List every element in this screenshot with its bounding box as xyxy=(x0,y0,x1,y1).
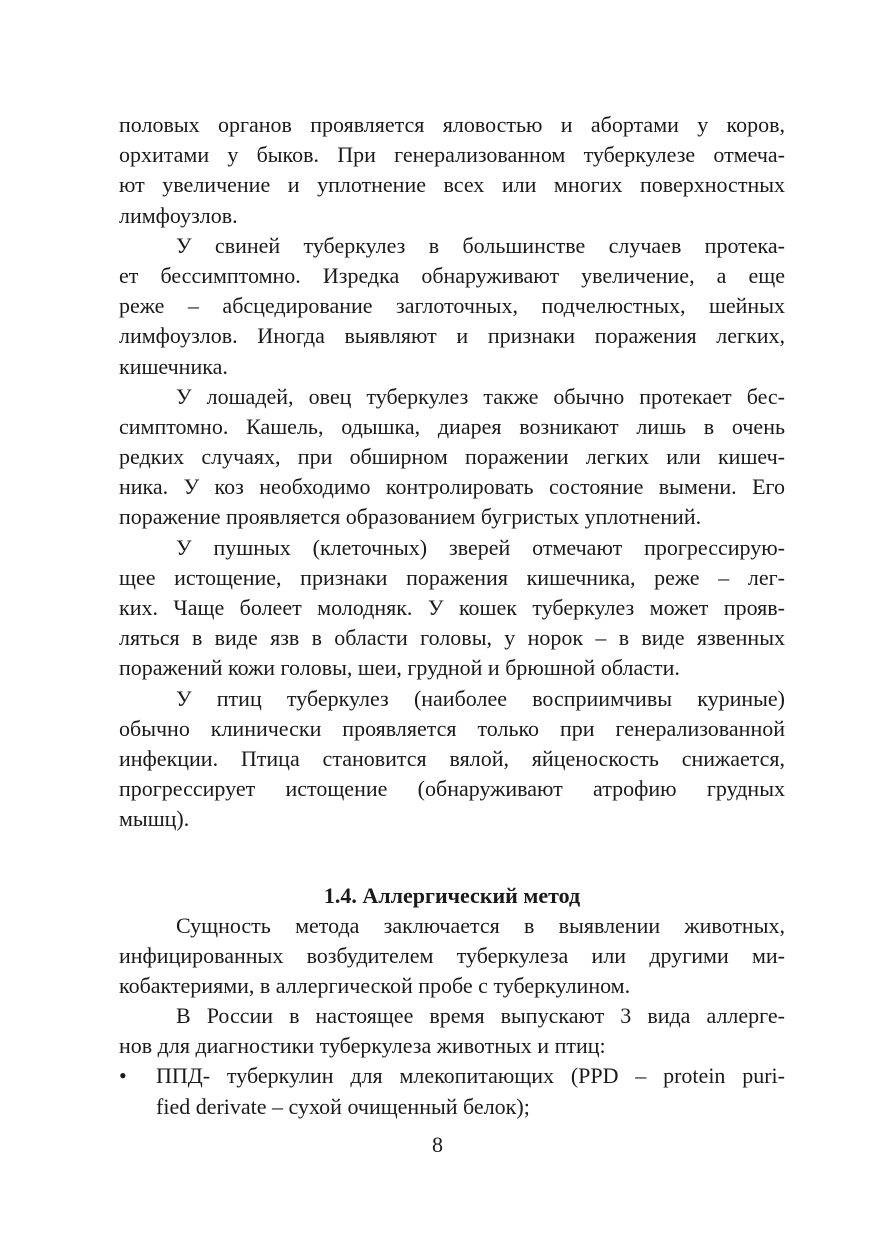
text-line: обычно клинически проявляется только при генерализованной xyxy=(119,715,785,741)
text-line: ника. У коз необходимо контролировать состояние вымени. Его xyxy=(119,474,785,500)
text-line: ких. Чаще болеет молодняк. У кошек туберкулез может прояв- xyxy=(119,595,785,620)
text-line: щее истощение, признаки поражения кишечника, реже – лег- xyxy=(119,564,785,590)
text-line: лимфоузлов. xyxy=(119,202,238,228)
text-line: инфицированных возбудителем туберкулеза или другими ми- xyxy=(119,942,785,968)
paragraph-4 xyxy=(119,533,785,684)
section-spacer xyxy=(119,835,785,881)
paragraph-1 xyxy=(119,110,785,231)
section-paragraph-2 xyxy=(119,1001,785,1061)
list-item xyxy=(119,1061,785,1121)
paragraph-3 xyxy=(119,382,785,533)
paragraph-5 xyxy=(119,684,785,835)
text-line: редких случаях, при обширном поражении легких или кишеч- xyxy=(119,444,785,470)
text-line: кобактериями, в аллергической пробе с туберкулином. xyxy=(119,972,631,998)
text-line: У лошадей, овец туберкулез также обычно протекает бес- xyxy=(176,383,785,409)
text-line: ляться в виде язв в области головы, у норок – в виде язвенных xyxy=(119,625,785,651)
text-line: мышц). xyxy=(119,806,190,832)
section-paragraph-1 xyxy=(119,911,785,1002)
page-body xyxy=(119,110,785,1122)
section-heading: 1.4. Аллергический метод xyxy=(323,882,581,908)
bullet-icon: • xyxy=(119,1063,127,1089)
text-line: ют увеличение и уплотнение всех или многих поверхностных xyxy=(119,172,785,198)
text-line: fied derivate – сухой очищенный белок); xyxy=(156,1093,530,1119)
text-line: ППД- туберкулин для млекопитающих (PPD – protein puri- xyxy=(156,1063,785,1089)
text-line: кишечника. xyxy=(119,353,228,379)
paragraph-2 xyxy=(119,231,785,382)
text-line: поражений кожи головы, шеи, грудной и брюшной области. xyxy=(119,655,680,681)
text-line: ет бессимптомно. Изредка обнаруживают увеличение, а еще xyxy=(119,262,785,288)
text-line: поражение проявляется образованием бугристых уплотнений. xyxy=(119,504,702,530)
text-line: инфекции. Птица становится вялой, яйценоскость снижается, xyxy=(119,745,785,771)
text-line: симптомно. Кашель, одышка, диарея возникают лишь в очень xyxy=(119,413,785,439)
text-line: прогрессирует истощение (обнаруживают атрофию грудных xyxy=(119,776,785,802)
text-line: У свиней туберкулез в большинстве случаев протека- xyxy=(176,232,785,258)
text-line: лимфоузлов. Иногда выявляют и признаки поражения легких, xyxy=(119,323,785,349)
text-line: реже – абсцедирование заглоточных, подчелюстных, шейных xyxy=(119,293,785,319)
text-line: половых органов проявляется яловостью и абортами у коров, xyxy=(119,112,785,137)
text-line: орхитами у быков. При генерализованном туберкулезе отмеча- xyxy=(119,142,785,168)
text-line: У птиц туберкулез (наиболее восприимчивы куриные) xyxy=(176,685,785,711)
text-line: В России в настоящее время выпускают 3 вида аллерге- xyxy=(176,1003,785,1029)
text-line: У пушных (клеточных) зверей отмечают прогрессирую- xyxy=(176,534,785,560)
text-line: нов для диагностики туберкулеза животных и птиц: xyxy=(119,1033,606,1059)
page-number: 8 xyxy=(432,1132,443,1157)
text-line: Сущность метода заключается в выявлении животных, xyxy=(176,912,785,938)
